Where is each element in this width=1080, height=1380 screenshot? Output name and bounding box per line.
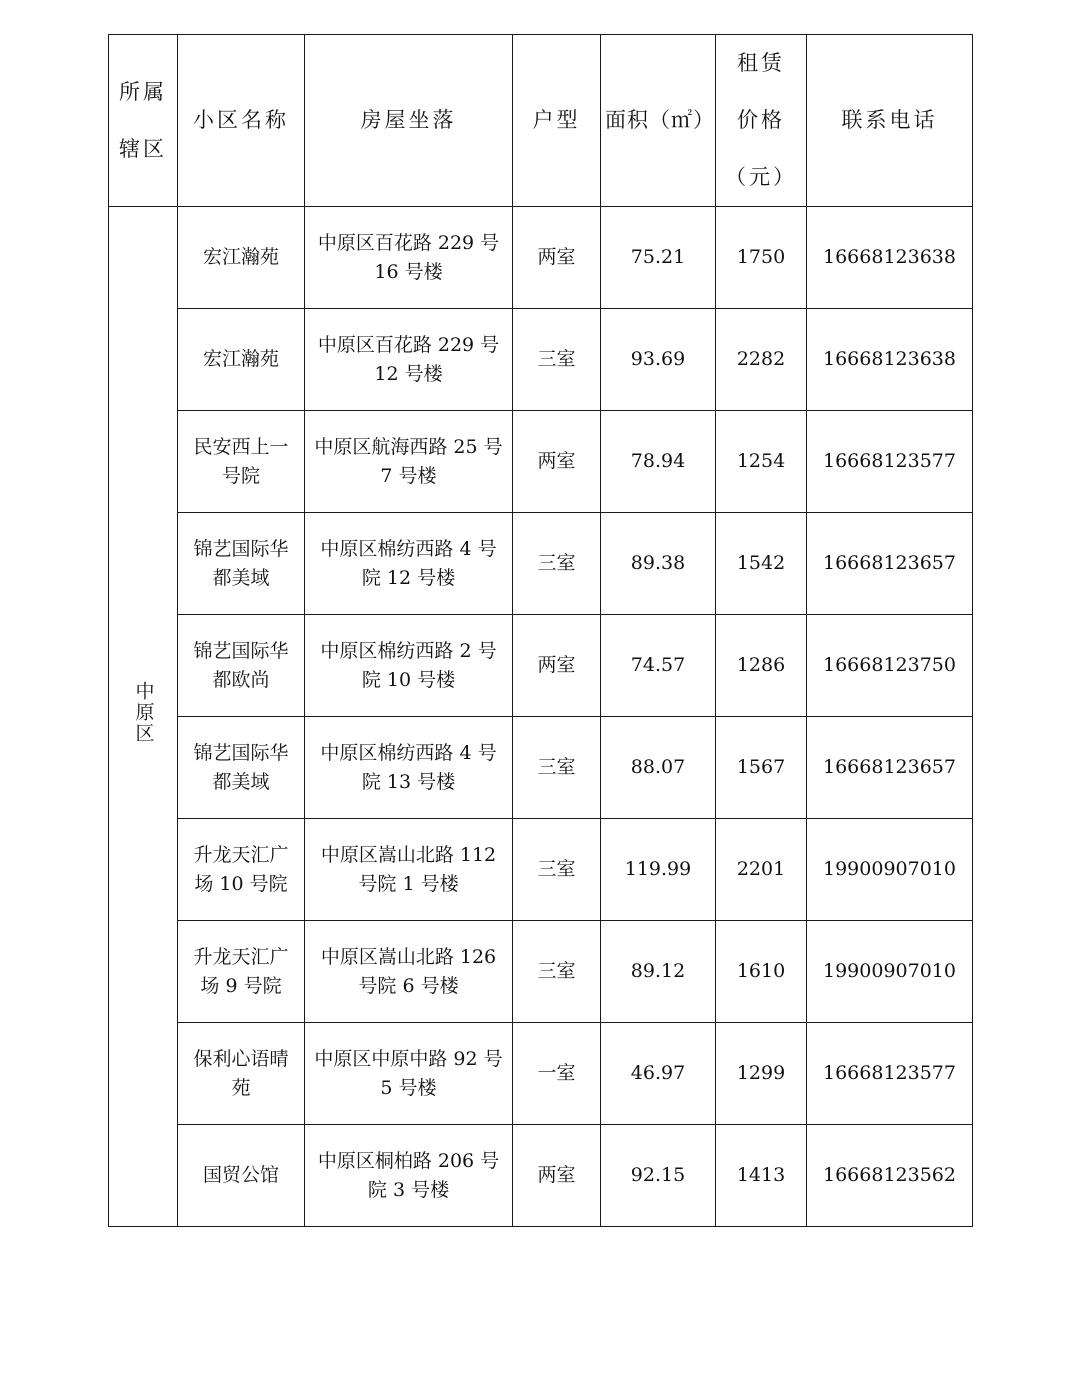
cell-address: 中原区航海西路 25 号 7 号楼 (305, 411, 513, 513)
cell-area: 46.97 (601, 1023, 716, 1125)
cell-layout: 两室 (513, 411, 601, 513)
table-header (109, 35, 973, 207)
cell-price: 2201 (716, 819, 807, 921)
table-row (109, 513, 973, 615)
cell-phone: 19900907010 (807, 819, 973, 921)
cell-address: 中原区中原中路 92 号 5 号楼 (305, 1023, 513, 1125)
cell-price: 1286 (716, 615, 807, 717)
table-row (109, 717, 973, 819)
cell-community: 锦艺国际华 都美域 (178, 513, 305, 615)
header-community: 小区名称 (178, 35, 305, 207)
header-layout: 户型 (513, 35, 601, 207)
cell-phone: 16668123638 (807, 309, 973, 411)
cell-area: 93.69 (601, 309, 716, 411)
cell-area: 75.21 (601, 207, 716, 309)
cell-price: 1610 (716, 921, 807, 1023)
table-row (109, 615, 973, 717)
cell-address: 中原区桐柏路 206 号 院 3 号楼 (305, 1125, 513, 1227)
cell-area: 89.38 (601, 513, 716, 615)
cell-price: 1299 (716, 1023, 807, 1125)
table-row (109, 1023, 973, 1125)
header-row (109, 35, 973, 207)
cell-area: 88.07 (601, 717, 716, 819)
cell-phone: 16668123577 (807, 1023, 973, 1125)
table-row (109, 921, 973, 1023)
cell-price: 1413 (716, 1125, 807, 1227)
cell-community: 国贸公馆 (178, 1125, 305, 1227)
cell-area: 119.99 (601, 819, 716, 921)
cell-phone: 16668123657 (807, 717, 973, 819)
cell-community: 升龙天汇广 场 9 号院 (178, 921, 305, 1023)
cell-area: 89.12 (601, 921, 716, 1023)
cell-address: 中原区嵩山北路 126 号院 6 号楼 (305, 921, 513, 1023)
header-district: 所属 辖区 (109, 35, 178, 207)
cell-phone: 19900907010 (807, 921, 973, 1023)
cell-address: 中原区百花路 229 号 12 号楼 (305, 309, 513, 411)
cell-price: 1750 (716, 207, 807, 309)
cell-price: 2282 (716, 309, 807, 411)
cell-layout: 两室 (513, 615, 601, 717)
cell-community: 保利心语晴 苑 (178, 1023, 305, 1125)
cell-district (109, 207, 178, 1227)
cell-address: 中原区嵩山北路 112 号院 1 号楼 (305, 819, 513, 921)
cell-price: 1567 (716, 717, 807, 819)
cell-layout: 三室 (513, 921, 601, 1023)
cell-community: 锦艺国际华 都欧尚 (178, 615, 305, 717)
cell-community: 宏江瀚苑 (178, 207, 305, 309)
cell-price: 1542 (716, 513, 807, 615)
cell-phone: 16668123750 (807, 615, 973, 717)
cell-area: 78.94 (601, 411, 716, 513)
header-address: 房屋坐落 (305, 35, 513, 207)
cell-layout: 两室 (513, 1125, 601, 1227)
cell-layout: 一室 (513, 1023, 601, 1125)
district-label: 中原区 (132, 680, 155, 744)
cell-community: 宏江瀚苑 (178, 309, 305, 411)
cell-area: 74.57 (601, 615, 716, 717)
cell-layout: 三室 (513, 309, 601, 411)
table-row (109, 309, 973, 411)
cell-address: 中原区棉纺西路 4 号 院 13 号楼 (305, 717, 513, 819)
cell-address: 中原区棉纺西路 2 号 院 10 号楼 (305, 615, 513, 717)
cell-layout: 三室 (513, 819, 601, 921)
cell-area: 92.15 (601, 1125, 716, 1227)
cell-layout: 三室 (513, 513, 601, 615)
header-price: 租赁 价格 （元） (716, 35, 807, 207)
cell-price: 1254 (716, 411, 807, 513)
cell-community: 民安西上一 号院 (178, 411, 305, 513)
cell-phone: 16668123657 (807, 513, 973, 615)
cell-address: 中原区百花路 229 号 16 号楼 (305, 207, 513, 309)
table-row (109, 411, 973, 513)
table-row (109, 819, 973, 921)
cell-phone: 16668123577 (807, 411, 973, 513)
cell-community: 锦艺国际华 都美域 (178, 717, 305, 819)
cell-phone: 16668123562 (807, 1125, 973, 1227)
table-row (109, 1125, 973, 1227)
cell-phone: 16668123638 (807, 207, 973, 309)
cell-layout: 两室 (513, 207, 601, 309)
cell-address: 中原区棉纺西路 4 号 院 12 号楼 (305, 513, 513, 615)
table-body (109, 207, 973, 1227)
header-area: 面积（㎡） (601, 35, 716, 207)
header-phone: 联系电话 (807, 35, 973, 207)
table-row (109, 207, 973, 309)
cell-community: 升龙天汇广 场 10 号院 (178, 819, 305, 921)
rental-housing-table (108, 34, 973, 1227)
cell-layout: 三室 (513, 717, 601, 819)
